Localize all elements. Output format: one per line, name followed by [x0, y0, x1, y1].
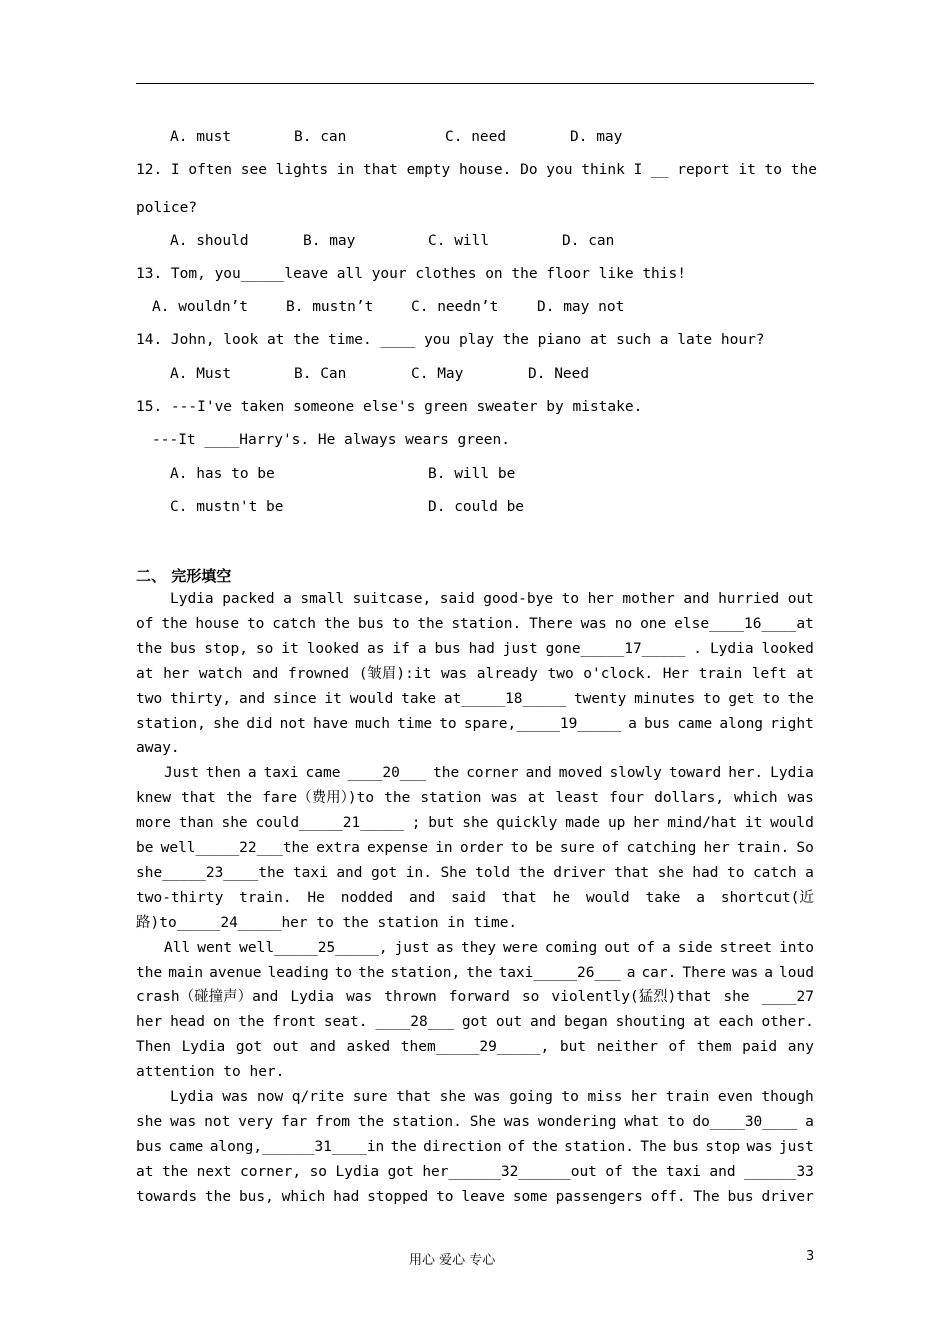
passage-line: towards the bus, which had stopped to leave some passengers off. The bus driver [136, 1188, 814, 1205]
q11-option-b: B. can [294, 129, 347, 145]
passage-line: at her watch and frowned (皱眉):it was already two o'clock. Her train left at [136, 665, 814, 682]
q14-option-b: B. Can [294, 366, 347, 382]
passage-line: crash（碰撞声）and Lydia was thrown forward so violently(猛烈)that she ____27 [136, 989, 814, 1006]
q13-stem: 13. Tom, you_____leave all your clothes on the floor like this! [136, 266, 686, 282]
q14-option-d: D. Need [528, 366, 590, 382]
q12-option-a: A. should [170, 233, 249, 249]
passage-line: station, she did not have much time to spare,_____19_____ a bus came along right [136, 715, 814, 732]
q11-option-a: A. must [170, 129, 232, 145]
q15-option-b: B. will be [428, 466, 516, 482]
passage-line: Lydia packed a small suitcase, said good-bye to her mother and hurried out [170, 591, 814, 607]
passage-line: be well_____22___the extra expense in order to be sure of catching her train. So [136, 840, 814, 856]
passage-line: two-thirty train. He nodded and said that he would take a shortcut(近 [136, 889, 814, 906]
q12-option-b: B. may [303, 233, 356, 249]
header-rule [136, 83, 814, 84]
passage-line: away. [136, 740, 180, 757]
q15-option-c: C. mustn't be [170, 499, 284, 515]
passage-line: Then Lydia got out and asked them_____29_____, but neither of them paid any [136, 1039, 814, 1056]
q14-option-c: C. May [411, 366, 464, 382]
passage-line: Lydia was now q/rite sure that she was going to miss her train even though [170, 1089, 814, 1105]
q15-option-a: A. has to be [170, 466, 275, 482]
q15-stem-line2: ---It ____Harry's. He always wears green. [152, 432, 510, 448]
passage-line: two thirty, and since it would take at_____18_____ twenty minutes to get to the [136, 690, 814, 707]
q13-option-d: D. may not [537, 299, 625, 315]
footer-text: 用心 爱心 专心 [409, 1253, 496, 1268]
passage-line: of the house to catch the bus to the station. There was no one else____16____at [136, 615, 814, 632]
passage-line: attention to her. [136, 1064, 285, 1081]
passage-line: knew that the fare（费用）)to the station was at least four dollars, which was [136, 790, 814, 807]
page-number: 3 [806, 1249, 815, 1264]
passage-line: the main avenue leading to the station, the taxi_____26___ a car. There was a loud [136, 964, 814, 981]
passage-line: the bus stop, so it looked as if a bus had just gone_____17_____ . Lydia looked [136, 640, 814, 657]
passage-line: 路)to_____24_____her to the station in time. [136, 914, 518, 931]
q14-option-a: A. Must [170, 366, 232, 382]
q14-stem: 14. John, look at the time. ____ you play the piano at such a late hour? [136, 332, 765, 348]
passage-line: bus came along,______31____in the direction of the station. The bus stop was just [136, 1138, 814, 1155]
q13-option-a: A. wouldn’t [152, 299, 249, 315]
passage-line: Just then a taxi came ____20___ the corner and moved slowly toward her. Lydia [164, 765, 814, 782]
passage-line: at the next corner, so Lydia got her______32______out of the taxi and ______33 [136, 1163, 814, 1180]
passage-line: her head on the front seat. ____28___ got out and began shouting at each other. [136, 1014, 814, 1031]
passage-line: All went well_____25_____, just as they were coming out of a side street into [164, 939, 814, 956]
q13-option-b: B. mustn’t [286, 299, 374, 315]
passage-line: she was not very far from the station. She was wondering what to do____30____ a [136, 1113, 814, 1130]
q15-stem-line1: 15. ---I've taken someone else's green sweater by mistake. [136, 399, 643, 415]
q11-option-d: D. may [570, 129, 623, 145]
passage-line: she_____23____the taxi and got in. She told the driver that she had to catch a [136, 864, 814, 881]
q12-stem-line1: 12. I often see lights in that empty house. Do you think I __ report it to the [136, 162, 817, 178]
passage-line: more than she could_____21_____ ; but she quickly made up her mind/hat it would [136, 815, 814, 832]
q12-option-c: C. will [428, 233, 490, 249]
q11-option-c: C. need [445, 129, 507, 145]
q15-option-d: D. could be [428, 499, 525, 515]
q12-option-d: D. can [562, 233, 615, 249]
q12-stem-line2: police? [136, 200, 198, 216]
section-title: 二、 完形填空 [136, 567, 232, 585]
q13-option-c: C. needn’t [411, 299, 499, 315]
